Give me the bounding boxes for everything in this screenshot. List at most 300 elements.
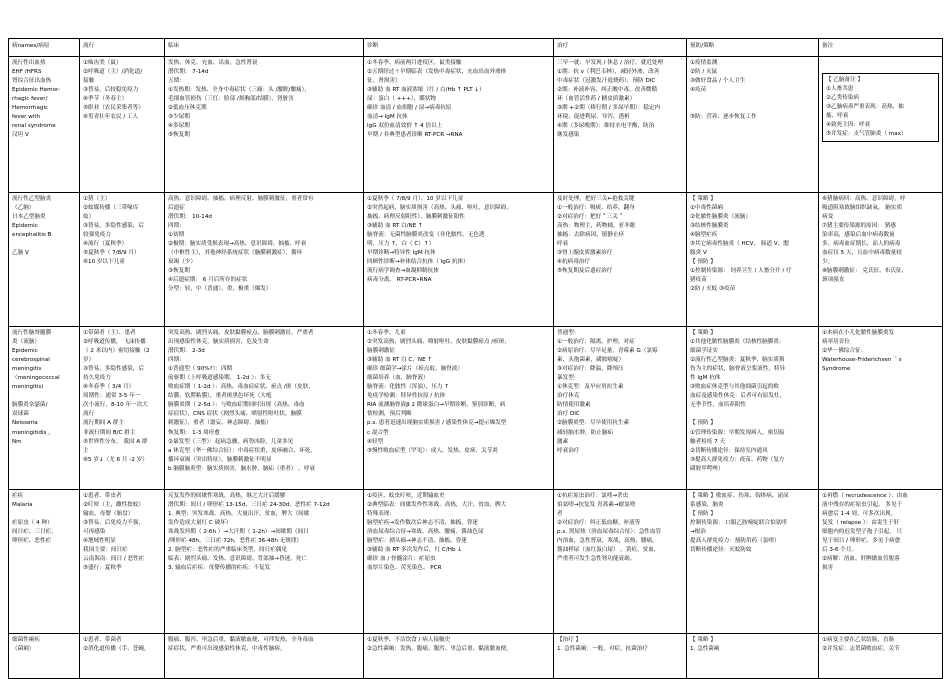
cell-line: 四期： bbox=[168, 357, 185, 364]
cell-line bbox=[12, 392, 76, 401]
cell-line: ①本病在小儿化脓性脑膜炎发 bbox=[822, 330, 895, 336]
cell-line: ⑥猪脑病回：高热、意识障碍，呼 bbox=[822, 196, 906, 202]
notes-cell bbox=[819, 490, 943, 634]
cell-line: 回顾性诊断→补体结合抗体（ IgG 抗体） bbox=[367, 259, 469, 266]
cell-line: 次小流行，8-10 年一次大 bbox=[83, 402, 148, 409]
cell-line: 潜伏期： 2-3d bbox=[168, 348, 205, 355]
cell-line: ⑥5 岁↓（尤 6 月 -2 岁） bbox=[83, 456, 148, 463]
cell-line: ①发热期：发热、全身中毒症状（三痛：头 /腰眶/腰痛）， bbox=[168, 87, 311, 94]
cell-line: ③辅助 血 RT 白/NE ↑ bbox=[367, 223, 423, 230]
cell-line: 云南海南：间日 / 恶性疟 bbox=[83, 556, 145, 563]
cell-line: ②病解：溶血、肝脾做血管脱落 bbox=[822, 556, 900, 563]
cell-line: 抽搐：去除病因，镇静止痉 bbox=[557, 232, 625, 239]
notes-cell bbox=[819, 57, 943, 193]
cell-line: 继发感染 bbox=[557, 132, 580, 139]
cell-line: ④抗病毒治疗 bbox=[557, 259, 590, 266]
cell-line: 非流行期间 B/C 群主 bbox=[83, 429, 136, 436]
disease-name-cell bbox=[9, 490, 80, 634]
cell-line: 血症仅 5 天，且血中病毒数量较 bbox=[822, 250, 902, 257]
table-row bbox=[9, 490, 943, 634]
notes-cell bbox=[819, 634, 943, 679]
cell-line: ①人畜共患 bbox=[826, 86, 854, 93]
cell-line: ①猪（主） bbox=[83, 196, 111, 202]
cell-line: 病率居首位 bbox=[822, 339, 850, 346]
cell-line: ⑦猪主要传染源的原因： 猪感 bbox=[822, 223, 896, 230]
cell-line: ①疫情监测 bbox=[690, 60, 718, 66]
cell-line: Epidemic Hemor- bbox=[12, 87, 60, 94]
cell-line: 后遗症 bbox=[168, 205, 185, 212]
diagnosis-cell bbox=[364, 634, 554, 679]
cell-line: 疟原虫（ 4 种） bbox=[12, 520, 53, 527]
cell-line: 临表：剧烈头痛、发热、意识障碍、背部抽→昏迷，死亡 bbox=[168, 556, 307, 563]
disease-name-cell bbox=[9, 327, 80, 490]
epidemiology-cell bbox=[80, 490, 165, 634]
cell-line: 病变 bbox=[822, 214, 834, 221]
prevention-cell bbox=[687, 634, 819, 679]
cell-line: 三早一就：早发现 / 休息 / 治疗，就近处理 bbox=[557, 60, 663, 66]
cell-line: ③替易，多隐性感染，后 bbox=[83, 223, 144, 230]
cell-line: 确诊 血 / 骨髓涂片：疟原虫 bbox=[367, 556, 436, 563]
cell-line: ①初期 bbox=[168, 232, 185, 239]
disease-name-cell bbox=[9, 634, 80, 679]
cell-line: →根治 bbox=[690, 529, 706, 536]
cell-line: meningitidis ， bbox=[12, 429, 54, 436]
cell-line: 卵形疟、恶性疟 bbox=[12, 538, 52, 545]
cell-line: ②消化道传播（手、苍蝇， bbox=[83, 646, 150, 653]
cell-line: 抽搐、病理反射阳性），脑膜刺激征阳性 bbox=[367, 214, 465, 221]
cell-line: 毛细血管损伤（三红：脸部 /颈胸部/结膜），肾脏害 bbox=[168, 96, 294, 103]
cell-line: 2. 脑型疟：恶性疟的严重临床类型，间日疟偶见 bbox=[168, 547, 287, 554]
cell-line: ③对症治疗：降温，降颅压 bbox=[557, 366, 624, 373]
cell-line: 见于间日 / 卵形疟，多见于病愈 bbox=[822, 538, 901, 545]
cell-line: 脑型疟：剧头痛→神志不清、抽搐、昏迷 bbox=[367, 538, 467, 545]
cell-line: （菌痢） bbox=[12, 646, 35, 653]
clinical-cell bbox=[165, 634, 364, 679]
cell-line: 血症及感染性休克：后者可有原发灶， bbox=[690, 393, 786, 400]
cell-line: ②低血压休克期 bbox=[168, 105, 207, 112]
cell-line: ⑤并发症：支气管肺炎（ max） bbox=[826, 131, 907, 138]
cell-line: ②突然起病、脑实质损害（高热、头痛、呕吐，意识障碍、 bbox=[367, 205, 512, 212]
cell-line: 脑型疟疾→发作数次后神志不清、抽搐、昏迷 bbox=[367, 520, 478, 527]
cell-line: 脑膜刺激征 bbox=[367, 348, 395, 355]
cell-line: ⑤职业（农民采集者等） bbox=[83, 105, 144, 112]
cell-line: Malaria bbox=[12, 502, 33, 509]
cell-line: 肾综合征出血热 bbox=[12, 78, 52, 85]
cell-line: 症症状，严重可出现感染性休克、中毒性脑病。 bbox=[168, 646, 286, 653]
cell-line: 尿：蛋白（ +++），膜状物 bbox=[367, 96, 436, 103]
prevention-cell bbox=[687, 327, 819, 490]
cell-line: ④致死主因：呼衰 bbox=[826, 122, 871, 129]
cell-line: 脑脊液：无菌性脑膜炎改变（非化脓性、无色透 bbox=[367, 232, 485, 239]
cell-line: ①病变主要在乙状结肠，直肠 bbox=[822, 637, 895, 643]
cell-line: 早期 / 非典型患者诊断 RT-PCR →RNA bbox=[367, 132, 463, 139]
cell-line: 【 策略 】 bbox=[690, 196, 716, 202]
cell-line: 五期： bbox=[168, 78, 185, 85]
cell-line bbox=[690, 95, 815, 104]
cell-line bbox=[12, 240, 76, 249]
cell-line: 病毒分离、 RT-PCR•RNA bbox=[367, 277, 432, 284]
cell-line: ⑤慢性败血症型（罕见）：成人，发热、皮疹、关节炎 bbox=[367, 447, 498, 454]
cell-line: （中枢性主），其他神经系统症状（脑膜刺激症），循环 bbox=[168, 250, 303, 257]
cell-line: 复发（ relapse ）：由寄生于肝 bbox=[822, 520, 900, 527]
treatment-cell bbox=[554, 57, 687, 193]
cell-line: ①一般治疗：隔离，护理，对症 bbox=[557, 339, 635, 346]
cell-line: ④流行（夏秋季） bbox=[83, 241, 128, 248]
cell-line: b 脑膜脑炎型：脑实质损害，脑水肿，脑疝（重者） ，呼衰 bbox=[168, 465, 315, 472]
cell-line: 普通型： bbox=[557, 330, 580, 336]
cell-line: 治疗休克 bbox=[557, 393, 580, 400]
cell-line: ①冬春季、病前两月进疫区，鼠类接触 bbox=[367, 60, 462, 66]
cell-line: ③少尿期 bbox=[168, 114, 190, 121]
cell-line: 1. 急性菌痢：一般，对症，抗菌治疗 bbox=[557, 646, 649, 653]
header-epidemiology: 流行 bbox=[80, 39, 165, 57]
cell-line: 防情使用激素 bbox=[557, 402, 591, 409]
cell-line: 汉坦 V bbox=[12, 132, 29, 139]
cell-line: 者 bbox=[557, 511, 563, 518]
treatment-cell bbox=[554, 327, 687, 490]
cell-line: 【 策略 】 bbox=[690, 637, 716, 643]
cell-line: 内溶血，急性肾衰，寒战，高热，腰痛， bbox=[557, 538, 658, 545]
diagnosis-cell bbox=[364, 490, 554, 634]
cell-line: ②对症治疗：把好＂三关＂ bbox=[557, 214, 624, 221]
cell-line: 少。 bbox=[822, 259, 834, 266]
header-clinical: 临床 bbox=[165, 39, 364, 57]
cell-line: 流行期间 A 群主 bbox=[83, 420, 124, 427]
cell-line: 免疫学检测：特异性抗原 / 抗体 bbox=[367, 393, 446, 400]
cell-line: 流行性出血热 bbox=[12, 60, 46, 66]
cell-line: 腺炎 V bbox=[690, 250, 707, 257]
cell-line: 高热、意识障碍、抽搐、病理反射、脑膜刺激征，重者常有 bbox=[168, 196, 314, 202]
cell-line: ①啮齿类（鼠） bbox=[83, 60, 122, 66]
cell-line: （meningococcal bbox=[12, 375, 60, 382]
cell-line: 出现感染性休克、脑实质损害，危及生命 bbox=[168, 339, 269, 346]
cell-line: ④季节（冬春主） bbox=[83, 96, 128, 103]
notes-cell bbox=[819, 193, 943, 327]
cell-line: 细胞内的迟发型子孢子引起， 只 bbox=[822, 529, 903, 536]
cell-line bbox=[12, 510, 76, 519]
cell-line: 前驱期（上呼吸道感染期， 1-2d ）：多无 bbox=[168, 375, 271, 382]
cell-line: 无季节性，血培养阳性 bbox=[690, 402, 746, 409]
cell-line: ⑤盛行：夏秋季 bbox=[83, 565, 122, 572]
cell-line: c 混合型 bbox=[367, 429, 389, 436]
cell-line: Waterhouse-Friderichsen ＇s bbox=[822, 357, 902, 364]
cell-line: ②呼吸道（主）/消化道/ bbox=[83, 69, 143, 76]
cell-line: ①冬春季、儿童 bbox=[367, 330, 406, 336]
prevention-cell bbox=[687, 57, 819, 193]
cell-line: /卵形疟 48h，三日疟 72h，恶性疟 36-48h 无规律） bbox=[168, 538, 303, 545]
cell-line: 可再感染 bbox=[83, 529, 106, 536]
cell-line: 及时处理，把好三关←抢救关键 bbox=[557, 196, 635, 202]
cell-line: RIA 流测脑脊液β 2 微球蛋白→早期诊断，鉴别诊断，病 bbox=[367, 402, 506, 409]
cell-line: ①管理传染源：早期发现病人，密切接 bbox=[690, 429, 785, 436]
cell-line: Hemorrhagic bbox=[12, 105, 49, 112]
cell-line: ①夏秋季（ 7/8/9 月）、10 岁以下儿童 bbox=[367, 196, 464, 202]
cell-line: 明，压力 ↑，白（ C）↑） bbox=[367, 241, 435, 248]
epidemiology-cell bbox=[80, 327, 165, 490]
disease-name-cell bbox=[9, 193, 80, 327]
cell-line: 血清→ IgM 抗体 bbox=[367, 114, 408, 121]
epidemiology-cell bbox=[80, 634, 165, 679]
cell-line: ①其他化脓性脑膜炎（结核性脑膜炎： bbox=[690, 339, 785, 346]
cell-line: 3. 输血后疟疾：母婴传播的疟疾：不复发 bbox=[168, 565, 271, 572]
cell-line: a 休克型（华－佛综合征）：中毒症状重，皮疹融合、坏死， bbox=[168, 447, 316, 454]
cell-line: （ 2 米以内）密切接触（2 bbox=[83, 348, 150, 355]
cell-line: ①休克型：及早应用抗生素 bbox=[557, 384, 624, 391]
cell-line: ⑤其它病毒性脑炎（ HCV、 肠道 V、腮 bbox=[690, 241, 789, 248]
cell-line: ①疫区、蚊虫叮咬，近期输血史 bbox=[367, 493, 445, 499]
cell-line: 中毒症状（冠激发汗退烧药），预防 DIC bbox=[557, 78, 656, 85]
cell-line: 切断传播途径：灭蚊防蚊 bbox=[690, 547, 752, 554]
cell-line: ①一般治疗：吸痰、给养，翻身 bbox=[557, 205, 635, 212]
cell-line: p.s. 患者迅速出现脑实质损害 / 感染性休克→提示爆发型 bbox=[367, 420, 507, 427]
cell-line: 我国主要：间日疟 bbox=[83, 547, 128, 554]
cell-line: 周期性：通常 3-5 年一 bbox=[83, 393, 141, 400]
cell-line: 猪疫苗 bbox=[690, 277, 707, 284]
cell-line: ⑥10 岁以下儿童 bbox=[83, 259, 125, 266]
cell-line: ②期：补液补容、纠正酸中毒，改善微循 bbox=[557, 87, 658, 94]
cell-line: ④多尿期 bbox=[168, 123, 190, 130]
cell-line: ②病原治疗：尽早足量，青霉素 G（氯霉 bbox=[557, 348, 658, 355]
cell-line: ①控制传染源： 饲养卫生 / 人畜分开 / 疗 bbox=[690, 268, 792, 275]
cell-line: 潜伏期：间日 / 卵形疟 13-15d，三日疟 24-30d，恶性疟 7-12d bbox=[168, 502, 330, 509]
disease-table bbox=[8, 38, 943, 679]
cell-line: ①患者、带菌者 bbox=[83, 637, 122, 643]
cell-line: 乙脑 V bbox=[12, 250, 29, 257]
cell-line: 激素 bbox=[557, 438, 569, 445]
cell-line: ④轻型 bbox=[367, 438, 384, 445]
cell-line: 系感染，脑炎 bbox=[690, 502, 724, 509]
notes-cell bbox=[819, 327, 943, 490]
cell-line: 呼衰 bbox=[557, 241, 569, 248]
cell-line: 【治疗 】 bbox=[557, 637, 582, 643]
cell-line: 分型：轻，中（普通），重，极重（爆发） bbox=[168, 286, 272, 293]
cell-line: ④冬春季（ 3/4 月） bbox=[83, 384, 135, 391]
cell-line: 多、病毒血症期长，而人的病毒 bbox=[822, 241, 901, 248]
cell-line: ②防 / 灭鼠 bbox=[690, 69, 718, 76]
cell-line: ①夏秋季、不洁饮食 / 病人接触史 bbox=[367, 637, 451, 643]
cell-line: ⑤恢复期 bbox=[168, 132, 190, 139]
cell-line: ②防 / 灭蚊 ③疫苗 bbox=[690, 286, 736, 293]
cell-line: 细菌学证实 bbox=[690, 348, 718, 355]
cell-line: 潜伏期： 10-14d bbox=[168, 214, 212, 221]
cell-line: 细菌性痢疾 bbox=[12, 637, 40, 643]
cell-line: ④后遗症期： 6 月后所存的症状 bbox=[168, 277, 248, 284]
treatment-cell bbox=[554, 634, 687, 679]
cell-line: ②典型临表：间歇发作性寒战、高热，大汗，贫血、脾大 bbox=[367, 502, 507, 509]
cell-line: 突发高热、剧烈头痛、皮肤黏膜瘀点、脑膜刺激征，严重者 bbox=[168, 330, 314, 336]
cell-line bbox=[690, 104, 815, 113]
cell-line: 反复发作的间歇性寒战，高热，继之大汗后缓解 bbox=[168, 493, 286, 499]
cell-line: 发热、休克、充血、出血，急性肾衰 bbox=[168, 60, 258, 66]
prevention-cell bbox=[687, 490, 819, 634]
cell-line: ②脑膜炎型：尽早使用抗生素 bbox=[557, 420, 630, 427]
cell-line: ③恢复期 bbox=[168, 268, 190, 275]
cell-line: 流行性脑脊髓膜 bbox=[12, 330, 52, 336]
cell-line: 确诊 细菌学→涂片（瘀点取、脑脊液） bbox=[367, 366, 463, 373]
cell-line: ②流行性乙型脑炎：夏秋季，脑实质损 bbox=[690, 357, 785, 364]
cell-line: ③结核性脑膜炎 bbox=[690, 223, 729, 230]
cell-line: 寒战发抖期（ 2-6h ）→大汗期（ 1-2h）→间歇期（间日 bbox=[168, 529, 309, 536]
cell-line: 流行病学调查→血凝抑制抗体 bbox=[367, 268, 439, 275]
cell-line: 征、肾损害） bbox=[367, 78, 401, 85]
cell-line: 情检测，预后判断 bbox=[367, 411, 412, 418]
cell-line: 1. 典型：突发寒战、高热，大量出汗，贫血，脾大（间歇 bbox=[168, 511, 310, 518]
cell-line: ②并发症：志贺菌败血症，关节 bbox=[822, 646, 900, 653]
diagnosis-cell bbox=[364, 327, 554, 490]
cell-line: 主 bbox=[83, 447, 89, 454]
cell-line: ③辅助 血 RT 多次发作后，红 C/Hb ↓ bbox=[367, 547, 462, 554]
cell-line: 染率高，感染后血中病毒数量 bbox=[822, 232, 895, 239]
cell-line: 触者检疫 7 天 bbox=[690, 438, 726, 445]
treatment-cell bbox=[554, 490, 687, 634]
cell-line: 潜伏期： 7-14d bbox=[168, 69, 209, 76]
cell-line: ⑤恢复期及后遗症治疗 bbox=[557, 268, 613, 275]
cell-line: ②极期：脑实质受损表现→高热、意识障碍、抽搐、呼衰 bbox=[168, 241, 307, 248]
cell-line: 败血症期（ 1-2d ）：高热、毒血症症状、瘀点 /斑（皮肤、 bbox=[168, 384, 314, 391]
cell-line: ①带菌者（主）、患者 bbox=[83, 330, 136, 336]
cell-line: 衰竭（少） bbox=[168, 259, 196, 266]
cell-line: 素、头孢菌素，磺胺嘧啶） bbox=[557, 357, 625, 364]
cell-line: 酱油样尿（血红蛋白尿） 。黄疸，贫血， bbox=[557, 547, 660, 554]
cell-line: 严重者可发生急性肾功能衰竭。 bbox=[557, 556, 636, 563]
cell-line: 环（血管活性药 / 糖皮质激素） bbox=[557, 96, 636, 103]
table-row bbox=[9, 327, 943, 490]
cell-line: ③替易，多隐性感染，后 bbox=[83, 366, 144, 373]
cell-line: ③败血症休克型与其他细菌引起的败 bbox=[690, 384, 779, 391]
cell-line: meningitis bbox=[12, 366, 42, 373]
clinical-cell bbox=[165, 490, 364, 634]
cell-line: 【 预防 】 bbox=[690, 511, 716, 518]
cell-line: Syndrome bbox=[822, 366, 851, 373]
diagnosis-cell bbox=[364, 193, 554, 327]
cell-line: ③乙脑病毒严重表现：高热、抽 bbox=[826, 104, 904, 111]
clinical-cell bbox=[165, 327, 364, 490]
cell-line: ②突发高热、剧烈头痛、喷射呕吐、皮肤黏膜瘀点 /瘀斑， bbox=[367, 339, 510, 346]
table-row bbox=[9, 193, 943, 327]
cell-line: 吸道阻塞致脑组织缺氧， 脑实质 bbox=[822, 205, 903, 212]
cell-line: 【 策略 】败血症、伤寒、钩体病、泌尿 bbox=[690, 493, 789, 499]
header-notes: 备注 bbox=[819, 39, 943, 57]
cell-line: 病愈后 1-4 周，可多次出现。 bbox=[822, 511, 897, 518]
cell-line: 暴发型： bbox=[557, 375, 580, 382]
cell-line: 四期： bbox=[168, 223, 185, 230]
cell-line: 脑膜炎奈瑟菌/ bbox=[12, 402, 48, 409]
cell-line: 【 预防 】 bbox=[690, 420, 716, 427]
cell-line: 间日疟、三日疟、 bbox=[12, 529, 57, 536]
cell-line: ③提高人群免疫力：疫苗、药物（复方 bbox=[690, 456, 785, 463]
cell-line: 早期诊断→特异性 IgM 抗体 bbox=[367, 250, 436, 257]
diagnosis-cell bbox=[364, 57, 554, 193]
cell-line: 溶血尿毒综合征→寒战、高热、腰痛、酱油色尿 bbox=[367, 529, 484, 536]
cell-line: 磺胺甲㗁唑） bbox=[690, 465, 724, 472]
cell-line: 腹痛、腹泻、里急后重，黏液脓血便，可伴发热、全身毒血 bbox=[168, 637, 314, 643]
header-row bbox=[9, 39, 943, 57]
cell-line: 蚊） bbox=[83, 214, 95, 221]
cell-line: ②呼吸道传播， 飞沫传播 bbox=[83, 339, 146, 346]
cell-line: 环境、促进利尿、导泻，透析 bbox=[557, 114, 630, 121]
table-row bbox=[9, 57, 943, 193]
cell-line: Epidemic bbox=[12, 223, 38, 230]
header-diagnosis: 诊断 bbox=[364, 39, 554, 57]
cell-line: 接触 bbox=[83, 78, 95, 85]
cell-line: ⑤世界性分布， 我国 A 群 bbox=[83, 438, 148, 445]
table-row bbox=[9, 634, 943, 679]
cell-line: 日本乙型脑炎 bbox=[12, 214, 46, 221]
cell-line: IgG 双份血清效价 ↑ 4 倍以上 bbox=[367, 123, 443, 130]
cell-line: 双球菌 bbox=[12, 411, 29, 418]
cell-line: ③替易，后较稳免疫力 bbox=[83, 87, 139, 94]
treatment-cell bbox=[554, 193, 687, 327]
cell-line: 损害 bbox=[822, 565, 834, 572]
cell-line: Epidemic bbox=[12, 348, 38, 355]
cell-line: 后 3-6 个月。 bbox=[822, 547, 858, 554]
cell-line: 循环衰竭（突出特征），脑膜刺激征不明显 bbox=[168, 456, 272, 463]
cell-line: 疟疾 bbox=[12, 493, 24, 499]
cell-line: 控制传染源： 口服乙胺嘧啶联合伯氨喹 bbox=[690, 520, 787, 527]
header-disease: 病names/病原 bbox=[9, 39, 80, 57]
cell-line: ①期：抗 v（利巴韦林），减轻外渗，改善 bbox=[557, 69, 660, 76]
cell-line: encephalitis B bbox=[12, 232, 52, 239]
cell-line: ②对症治疗：纠正低血糖，补液等 bbox=[557, 520, 641, 527]
epidemiology-cell bbox=[80, 193, 165, 327]
cell-line: 血厚片染色、荧光染色、 PCR bbox=[367, 565, 442, 572]
cell-line: 流行 bbox=[83, 411, 95, 418]
cell-line: 恢复期： 1-3 周痊愈 bbox=[168, 429, 220, 436]
header-prevention: 预防/策略 bbox=[687, 39, 819, 57]
cell-line: 脑膜炎期（ 2-5d ）：与败血症期同时出现（高热、毒血 bbox=[168, 402, 305, 409]
notes-inset-box bbox=[822, 73, 939, 142]
cell-line: 提高人群免疫力：预防用药（氯喹） bbox=[690, 538, 780, 545]
cell-line: ③辅助 血 RT 白 C、NE ↑ bbox=[367, 357, 433, 364]
cell-line: ②华－佛综合征： bbox=[822, 348, 867, 355]
cell-line: ①抗疟原虫治疗：氯喹→杀虫 bbox=[557, 493, 629, 499]
cell-line: 呼衰治疗 bbox=[557, 447, 580, 454]
cell-line: ③肾上腺皮质激素治疗 bbox=[557, 250, 613, 257]
prevention-cell bbox=[687, 193, 819, 327]
cell-line: ⑧脑膜刺激征： 克氏征、布氏征、 bbox=[822, 268, 908, 275]
cell-line: 发作造成大量红 C 破坏） bbox=[168, 520, 232, 527]
cell-line: 伯氨喹→抗复发 青蒿素→耐氯喹 bbox=[557, 502, 636, 509]
cell-line: ①普通型（ 90%?）：四期 bbox=[168, 366, 233, 373]
cell-line: ⑤夏秋季（ 7/8/9 月） bbox=[83, 250, 140, 257]
cell-line: ①患者、带虫者 bbox=[83, 493, 122, 499]
cell-line: 流行性乙型脑炎 bbox=[12, 196, 52, 202]
cell-line: ④地域性明显 bbox=[83, 538, 116, 545]
cell-line: ④疫苗 bbox=[690, 87, 707, 94]
cell-line: 搐、呼衰 bbox=[826, 113, 849, 120]
cell-line: 特殊表现： bbox=[367, 511, 395, 518]
cell-line: 颈项强直 bbox=[822, 277, 845, 284]
cell-line: ③替易，后免疫力不强， bbox=[83, 520, 144, 527]
cell-line: 确诊 血清 / 血细胞 / 尿→病毒抗原 bbox=[367, 105, 452, 112]
cell-line: （乙脑） bbox=[12, 205, 35, 212]
cell-line: ②化脓性脑膜炎（流脑） bbox=[690, 214, 751, 221]
clinical-cell bbox=[165, 57, 364, 193]
cell-line: 【 预防 】 bbox=[690, 259, 716, 266]
cell-line: 液中残存的疟原虫引起， 多见于 bbox=[822, 502, 903, 509]
cell-line: ③期 +②期（移行期 / 多尿早期）：稳定内 bbox=[557, 105, 661, 112]
cell-line: ④期（多尿晚期）：维持水电平衡，防治 bbox=[557, 123, 655, 130]
cell-line: ②五期经过＋早期临表（发热中毒症状、充血出血外渗体 bbox=[367, 69, 507, 76]
cell-line: renal syndrome bbox=[12, 123, 56, 130]
cell-line: Neisseria bbox=[12, 420, 38, 427]
cell-line: Nm bbox=[12, 438, 22, 445]
cell-line: ⑤防：营养、逐步恢复工作 bbox=[690, 114, 757, 121]
cell-line: ②暴发型（三型）：起病急骤，病势凶险，儿童多见 bbox=[168, 438, 294, 445]
cell-line: 持久免疫力 bbox=[83, 375, 111, 382]
cell-line: 【 策略 】 bbox=[690, 330, 716, 336]
cell-line: 炎（流脑） bbox=[12, 339, 40, 346]
